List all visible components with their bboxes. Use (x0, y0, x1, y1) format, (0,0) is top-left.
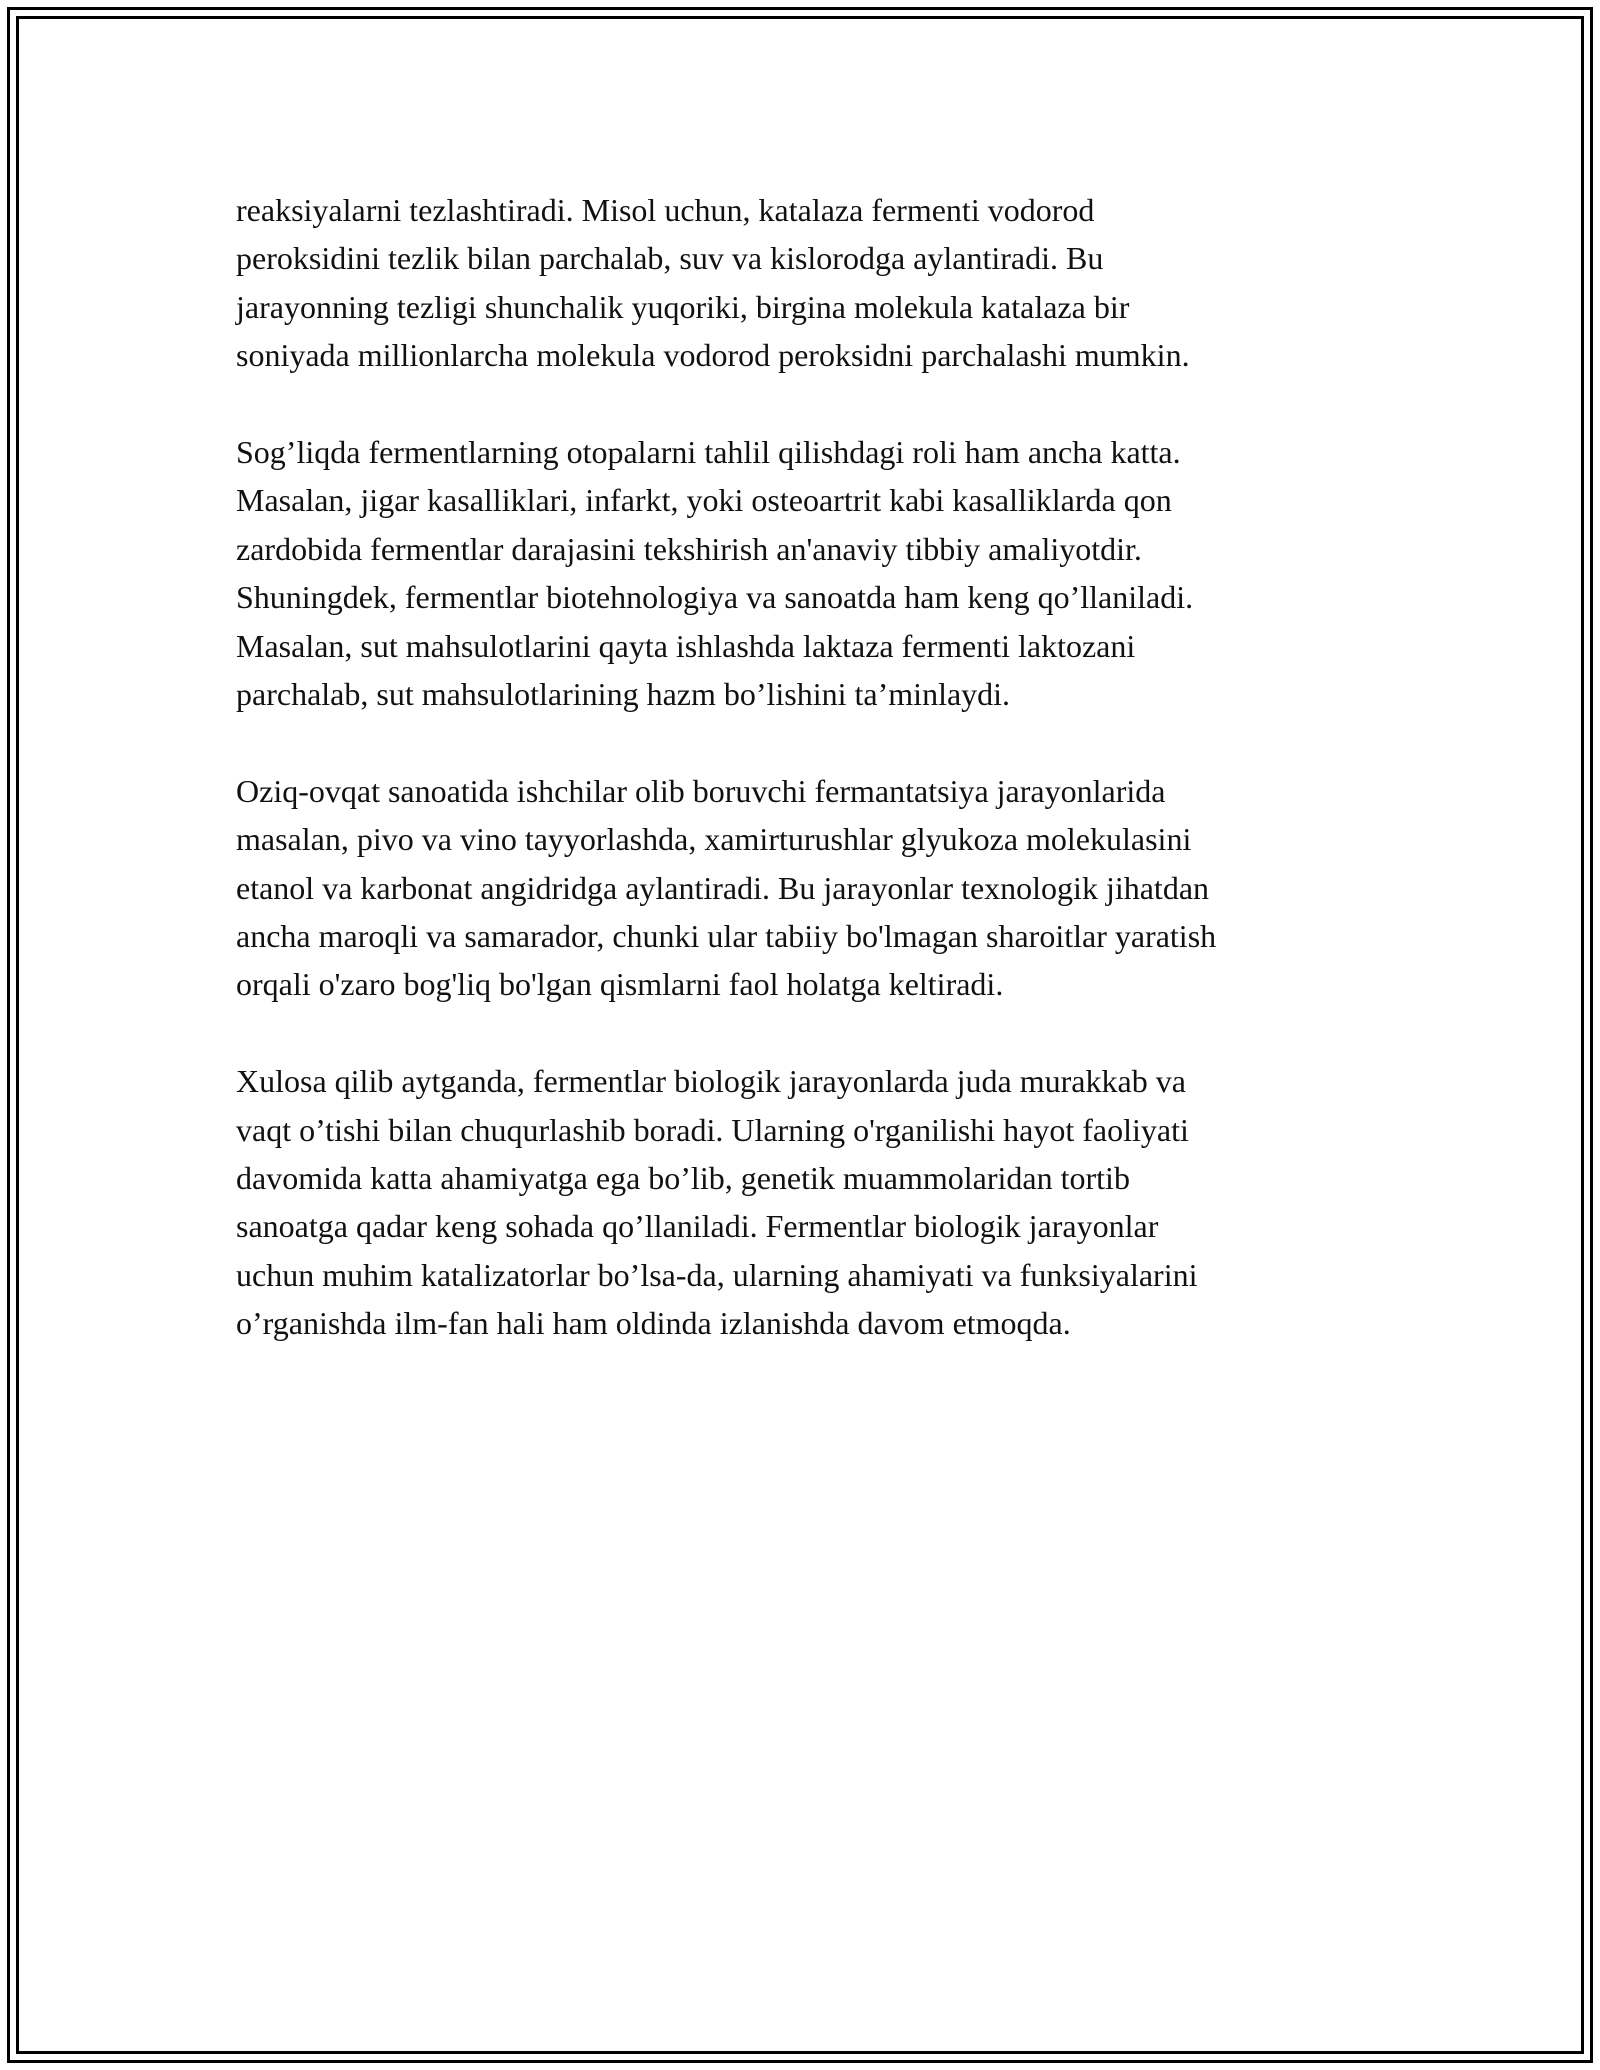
paragraph-1 (236, 186, 1376, 380)
document-body (236, 186, 1376, 1396)
text-line: masalan, pivo va vino tayyorlashda, xamirturushlar glyukoza molekulasini (236, 821, 1192, 858)
text-line: Oziq-ovqat sanoatida ishchilar olib boruvchi fermantatsiya jarayonlarida (236, 772, 1166, 809)
text-line: Shuningdek, fermentlar biotehnologiya va sanoatda ham keng qo’llaniladi. (236, 579, 1194, 616)
text-line: zardobida fermentlar darajasini tekshirish an'anaviy tibbiy amaliyotdir. (236, 530, 1142, 567)
text-line: orqali o'zaro bog'liq bo'lgan qismlarni faol holatga keltiradi. (236, 966, 1004, 1003)
paragraph-2 (236, 428, 1376, 718)
text-line: uchun muhim katalizatorlar bo’lsa-da, ularning ahamiyati va funksiyalarini (236, 1256, 1198, 1293)
text-line: etanol va karbonat angidridga aylantiradi. Bu jarayonlar texnologik jihatdan (236, 869, 1210, 906)
text-line: sanoatga qadar keng sohada qo’llaniladi. Fermentlar biologik jarayonlar (236, 1208, 1159, 1245)
text-line: Masalan, sut mahsulotlarini qayta ishlashda laktaza fermenti laktozani (236, 627, 1136, 664)
text-line: peroksidini tezlik bilan parchalab, suv va kislorodga aylantiradi. Bu (236, 240, 1104, 277)
text-line: Masalan, jigar kasalliklari, infarkt, yoki osteoartrit kabi kasalliklarda qon (236, 482, 1172, 519)
text-line: Xulosa qilib aytganda, fermentlar biologik jarayonlarda juda murakkab va (236, 1063, 1186, 1100)
text-line: Sog’liqda fermentlarning otopalarni tahlil qilishdagi roli ham ancha katta. (236, 434, 1181, 471)
paragraph-4 (236, 1057, 1376, 1347)
text-line: parchalab, sut mahsulotlarining hazm bo’lishini ta’minlaydi. (236, 676, 1011, 713)
text-line: reaksiyalarni tezlashtiradi. Misol uchun, katalaza fermenti vodorod (236, 192, 1095, 228)
text-line: soniyada millionlarcha molekula vodorod peroksidni parchalashi mumkin. (236, 337, 1190, 374)
text-line: jarayonning tezligi shunchalik yuqoriki, birgina molekula katalaza bir (236, 288, 1130, 325)
text-line: davomida katta ahamiyatga ega bo’lib, genetik muammolaridan tortib (236, 1160, 1130, 1197)
text-line: ancha maroqli va samarador, chunki ular tabiiy bo'lmagan sharoitlar yaratish (236, 918, 1217, 955)
paragraph-3 (236, 767, 1376, 1009)
text-line: o’rganishda ilm-fan hali ham oldinda izlanishda davom etmoqda. (236, 1305, 1071, 1342)
text-line: vaqt o’tishi bilan chuqurlashib boradi. Ularning o'rganilishi hayot faoliyati (236, 1111, 1189, 1148)
